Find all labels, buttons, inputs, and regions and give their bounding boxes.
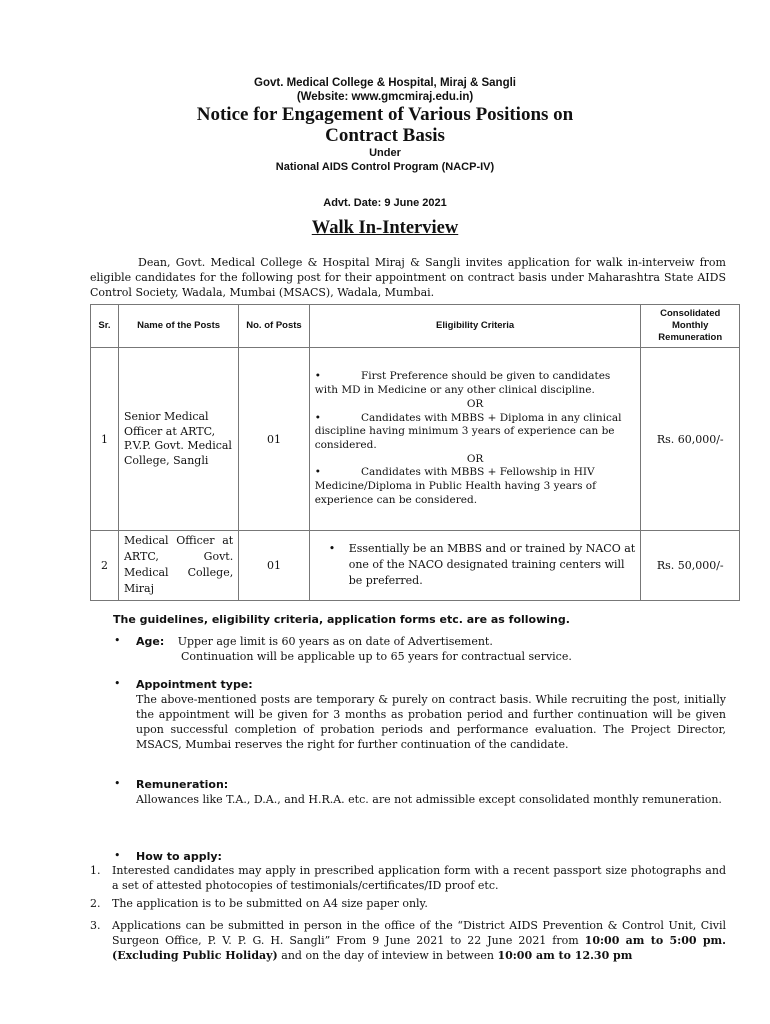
item-text (112, 918, 726, 963)
org-name: Govt. Medical College & Hospital, Miraj & Sangli (254, 77, 516, 89)
appointment-label: Appointment type: (136, 678, 253, 691)
step3-interview-hours: 10:00 am to 12.30 pm (497, 949, 633, 962)
bullet: • (114, 677, 121, 690)
step3-mid: and on the day of inteview in between (277, 949, 498, 962)
list-item (90, 918, 726, 963)
criteria-item: • Candidates with MBBS + Fellowship in HIV Medicine/Diploma in Public Health having 3 years of experience can be considered. (314, 466, 597, 506)
remuneration-text: Allowances like T.A., D.A., and H.R.A. etc. are not admissible except consolidated monthly remuneration. (136, 793, 722, 806)
or-separator: OR (466, 452, 484, 465)
criteria-text: Candidates with MBBS + Diploma in any clinical discipline having minimum 3 years of experience can be considered. (314, 411, 622, 451)
list-item (90, 863, 726, 893)
program-name: National AIDS Control Program (NACP-IV) (275, 161, 495, 173)
title-line-1: Notice for Engagement of Various Positions on (196, 104, 574, 125)
header-name: Name of the Posts (118, 305, 238, 348)
step3-text: Applications can be submitted in person in the office of the “District AIDS Prevention & Control Unit, Civil Surgeon Office, P. V. P. G. H. Sangli” From 9 June 2021 to 22 June 2021 from (112, 919, 726, 947)
title-line-2: Contract Basis (325, 125, 445, 146)
row-remuneration: Rs. 50,000/- (641, 531, 740, 601)
or-separator: OR (466, 397, 484, 410)
list-item (90, 896, 726, 911)
guidelines-heading (113, 613, 725, 626)
how-to-apply-label: How to apply: (136, 850, 222, 863)
criteria-text: Candidates with MBBS + Fellowship in HIV Medicine/Diploma in Public Health having 3 years of experience can be considered. (314, 466, 597, 506)
item-number: 2. (90, 897, 101, 910)
item-text: Interested candidates may apply in prescribed application form with a recent passport size photographs and a set of attested photocopies of testimonials/certificates/ID proof etc. (112, 864, 726, 892)
age-label: Age: (136, 635, 165, 648)
table-row (91, 348, 740, 531)
website: (Website: www.gmcmiraj.edu.in) (296, 91, 474, 103)
header-sr: Sr. (91, 305, 119, 348)
row-no-of-posts: 01 (239, 348, 309, 531)
item-number: 1. (90, 864, 101, 877)
row-criteria (309, 348, 641, 531)
walk-in-heading: Walk In-Interview (311, 218, 459, 238)
appointment-section (136, 677, 726, 752)
header-no: No. of Posts (239, 305, 309, 348)
intro-text: Dean, Govt. Medical College & Hospital Miraj & Sangli invites application for walk in-interveiw from eligible candidates for the following post for their appointment on contract basis under Maharashtra State AIDS Control Society, Wadala, Mumbai (MSACS), Wadala, Mumbai. (90, 256, 726, 299)
table-row (91, 531, 740, 601)
bullet: • (114, 634, 121, 647)
row-post-name (118, 348, 238, 531)
notice-header (0, 76, 770, 104)
criteria-text: Essentially be an MBBS and or trained by NACO at one of the NACO designated training centers will be preferred. (348, 542, 636, 587)
row-sr: 2 (91, 531, 119, 601)
criteria-item (315, 541, 636, 589)
advt-date: Advt. Date: 9 June 2021 (323, 197, 447, 209)
age-section (136, 634, 726, 664)
under-label: Under (369, 147, 401, 159)
age-line-2: Continuation will be applicable up to 65 years for contractual service. (181, 650, 572, 663)
row-criteria (309, 531, 641, 601)
header-criteria: Eligibility Criteria (309, 305, 641, 348)
criteria-item: • First Preference should be given to candidates with MD in Medicine or any other clinical discipline. (314, 370, 611, 397)
step3-hours: 10:00 am to 5:00 pm.(Excluding Public Holiday) (112, 934, 726, 962)
row-post-name (118, 531, 238, 601)
item-text: The application is to be submitted on A4 size paper only. (112, 897, 428, 910)
table-header-row (91, 305, 740, 348)
bullet: • (114, 777, 121, 790)
bullet: • (114, 849, 121, 862)
remuneration-label: Remuneration: (136, 778, 229, 791)
appointment-text: The above-mentioned posts are temporary & purely on contract basis. While recruiting the post, initially the appointment will be given for 3 months as probation period and further continuation will be given upon successful completion of probation periods and performance evaluation. The Project Director, MSACS, Mumbai reserves the right for further continuation of the candidate. (136, 693, 726, 751)
row-remuneration: Rs. 60,000/- (641, 348, 740, 531)
row-no-of-posts: 01 (239, 531, 309, 601)
post-name-text: Medical Officer at ARTC, Govt. Medical College, Miraj (123, 534, 234, 595)
criteria-item: • Candidates with MBBS + Diploma in any clinical discipline having minimum 3 years of experience can be considered. (314, 411, 622, 451)
guidelines-heading-text: The guidelines, eligibility criteria, application forms etc. are as following. (113, 613, 570, 626)
remuneration-section (136, 777, 726, 807)
how-to-apply-section (136, 849, 726, 864)
bullet: • (328, 542, 336, 555)
post-name-text: Senior Medical Officer at ARTC, P.V.P. Govt. Medical College, Sangli (123, 410, 232, 467)
criteria-text: First Preference should be given to candidates with MD in Medicine or any other clinical discipline. (314, 370, 611, 397)
intro-paragraph (90, 255, 726, 300)
age-line-1: Upper age limit is 60 years as on date of Advertisement. (177, 635, 493, 648)
page-title (60, 104, 710, 146)
header-remuneration: Consolidated Monthly Remuneration (641, 305, 740, 348)
item-number: 3. (90, 919, 101, 932)
program-block (0, 146, 770, 174)
positions-table (90, 304, 740, 601)
row-sr: 1 (91, 348, 119, 531)
